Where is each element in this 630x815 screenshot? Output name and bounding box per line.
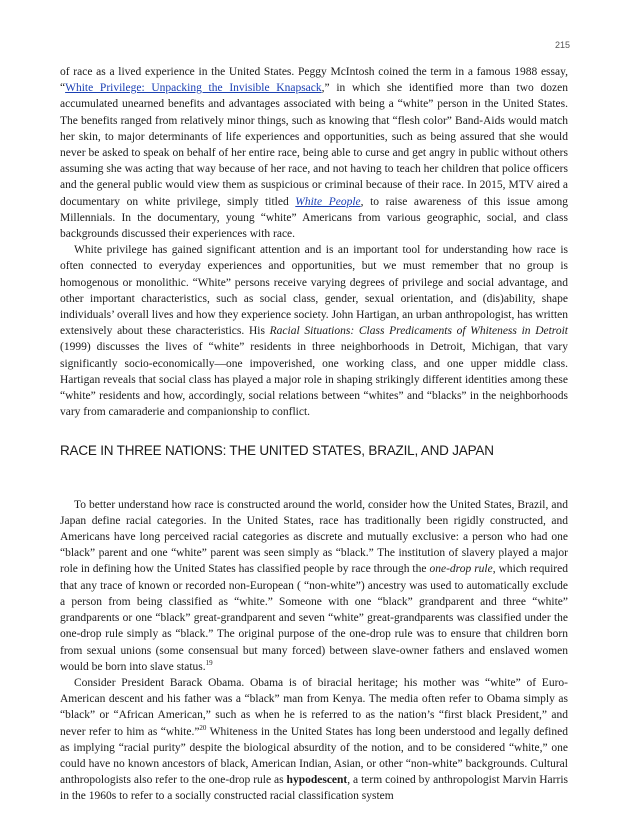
term-hypodescent: hypodescent bbox=[286, 774, 348, 787]
section-heading: RACE IN THREE NATIONS: THE UNITED STATES, BRAZIL, AND JAPAN bbox=[60, 443, 494, 459]
paragraph-text: To better understand how race is constructed around the world, consider how the United States, Brazil, and Japan define racial categories. In the United States, race has traditionally been rigidly constructed, and Americans have long perceived racial categories as discrete and mutually exclusive: a person who had one “black” parent and one “white” parent was seen simply as “black.” The institution of slavery played a major role in defining how the United States has classified people by race through the bbox=[60, 498, 568, 576]
page-number: 215 bbox=[554, 40, 570, 50]
paragraph-text: Whiteness in the United States has long been understood and legally defined as implying “racial purity” despite the biological absurdity of the notion, and to be considered “white,” one could have no known ancestors of black, American Indian, Asian, or other “non-white” backgrounds. Cultural anthropologists also refer to the one-drop rule as bbox=[60, 725, 568, 787]
paragraph-text: , to raise awareness of this issue among Millennials. In the documentary, young “white” Americans from various geographic, social, and class backgrounds discussed their experiences with race. bbox=[60, 195, 568, 241]
paragraph-obama bbox=[60, 675, 568, 805]
paragraph-white-privilege-essay bbox=[60, 64, 568, 242]
term-one-drop-rule: one-drop rule bbox=[429, 563, 493, 576]
paragraph-one-drop-rule bbox=[60, 497, 568, 675]
footnote-marker[interactable]: 19 bbox=[205, 658, 213, 667]
paragraph-text: ,” in which she identified more than two dozen accumulated unearned benefits and advantages associated with being a “white” person in the United States. The benefits ranged from relatively minor things, such as knowing that “flesh color” Band-Aids would match her skin, to major determinants of life experiences and opportunities, such as being assured that she would never be asked to speak on behalf of her entire race, being able to curse and get angry in public without others assuming she was acting that way because of her race, and not having to teach her children that police officers and the general public would view them as suspicious or criminal because of their race. In 2015, MTV aired a documentary on white privilege, simply titled bbox=[60, 82, 568, 208]
paragraph-text: Consider President Barack Obama. Obama is of biracial heritage; his mother was “white” of Euro-American descent and his father was a “black” man from Kenya. The media often refer to Obama simply as “black” or “African American,” such as when he is referred to as the nation’s “first black President,” and never refer to him as “white.” bbox=[60, 676, 568, 738]
paragraph-text: , a term coined by anthropologist Marvin Harris in the 1960s to refer to a socially constructed racial classification system bbox=[60, 774, 568, 803]
footnote-marker[interactable]: 20 bbox=[199, 723, 207, 732]
paragraph-text: (1999) discusses the lives of “white” residents in three neighborhoods in Detroit, Michigan, that vary significantly socio-economically—one impoverished, one working class, and one upper middle class. Hartigan reveals that social class has played a major role in shaping strikingly different identities among these “white” residents and how, accordingly, social relations between “whites” and “blacks” in the neighborhoods vary from camaraderie and companionship to conflict. bbox=[60, 341, 568, 419]
paragraph-text: of race as a lived experience in the United States. Peggy McIntosh coined the term in a famous 1988 essay, “ bbox=[60, 66, 568, 95]
paragraph-hartigan bbox=[60, 242, 568, 420]
link-white-people-documentary[interactable]: White People bbox=[295, 195, 361, 208]
book-title: Racial Situations: Class Predicaments of Whiteness in Detroit bbox=[269, 325, 568, 338]
link-white-privilege-essay[interactable]: White Privilege: Unpacking the Invisible Knapsack bbox=[65, 82, 322, 95]
paragraph-text: White privilege has gained significant attention and is an important tool for understanding how race is often connected to everyday experiences and opportunities, but we must remember that no group is homogenous or monolithic. “White” persons receive varying degrees of privilege and social advantage, and other important characteristics, such as social class, gender, sexual orientation, and (dis)ability, shape individuals’ overall lives and how they experience society. John Hartigan, an urban anthropologist, has written extensively about these characteristics. His bbox=[60, 244, 568, 338]
body-text bbox=[60, 64, 568, 805]
paragraph-text: , which required that any trace of known or recorded non-European ( “non-white”) ancestry was used to automatically exclude a person from being classified as “white.” Someone with one “black” grandparent and three “white” grandparents or one “black” great-grandparent and seven “white” great-grandparents was classified under the one-drop rule simply as “black.” The original purpose of the one-drop rule was to ensure that children born from sexual unions (some consensual but many forced) between slave-owner fathers and enslaved women would be born into slave status. bbox=[60, 563, 568, 673]
